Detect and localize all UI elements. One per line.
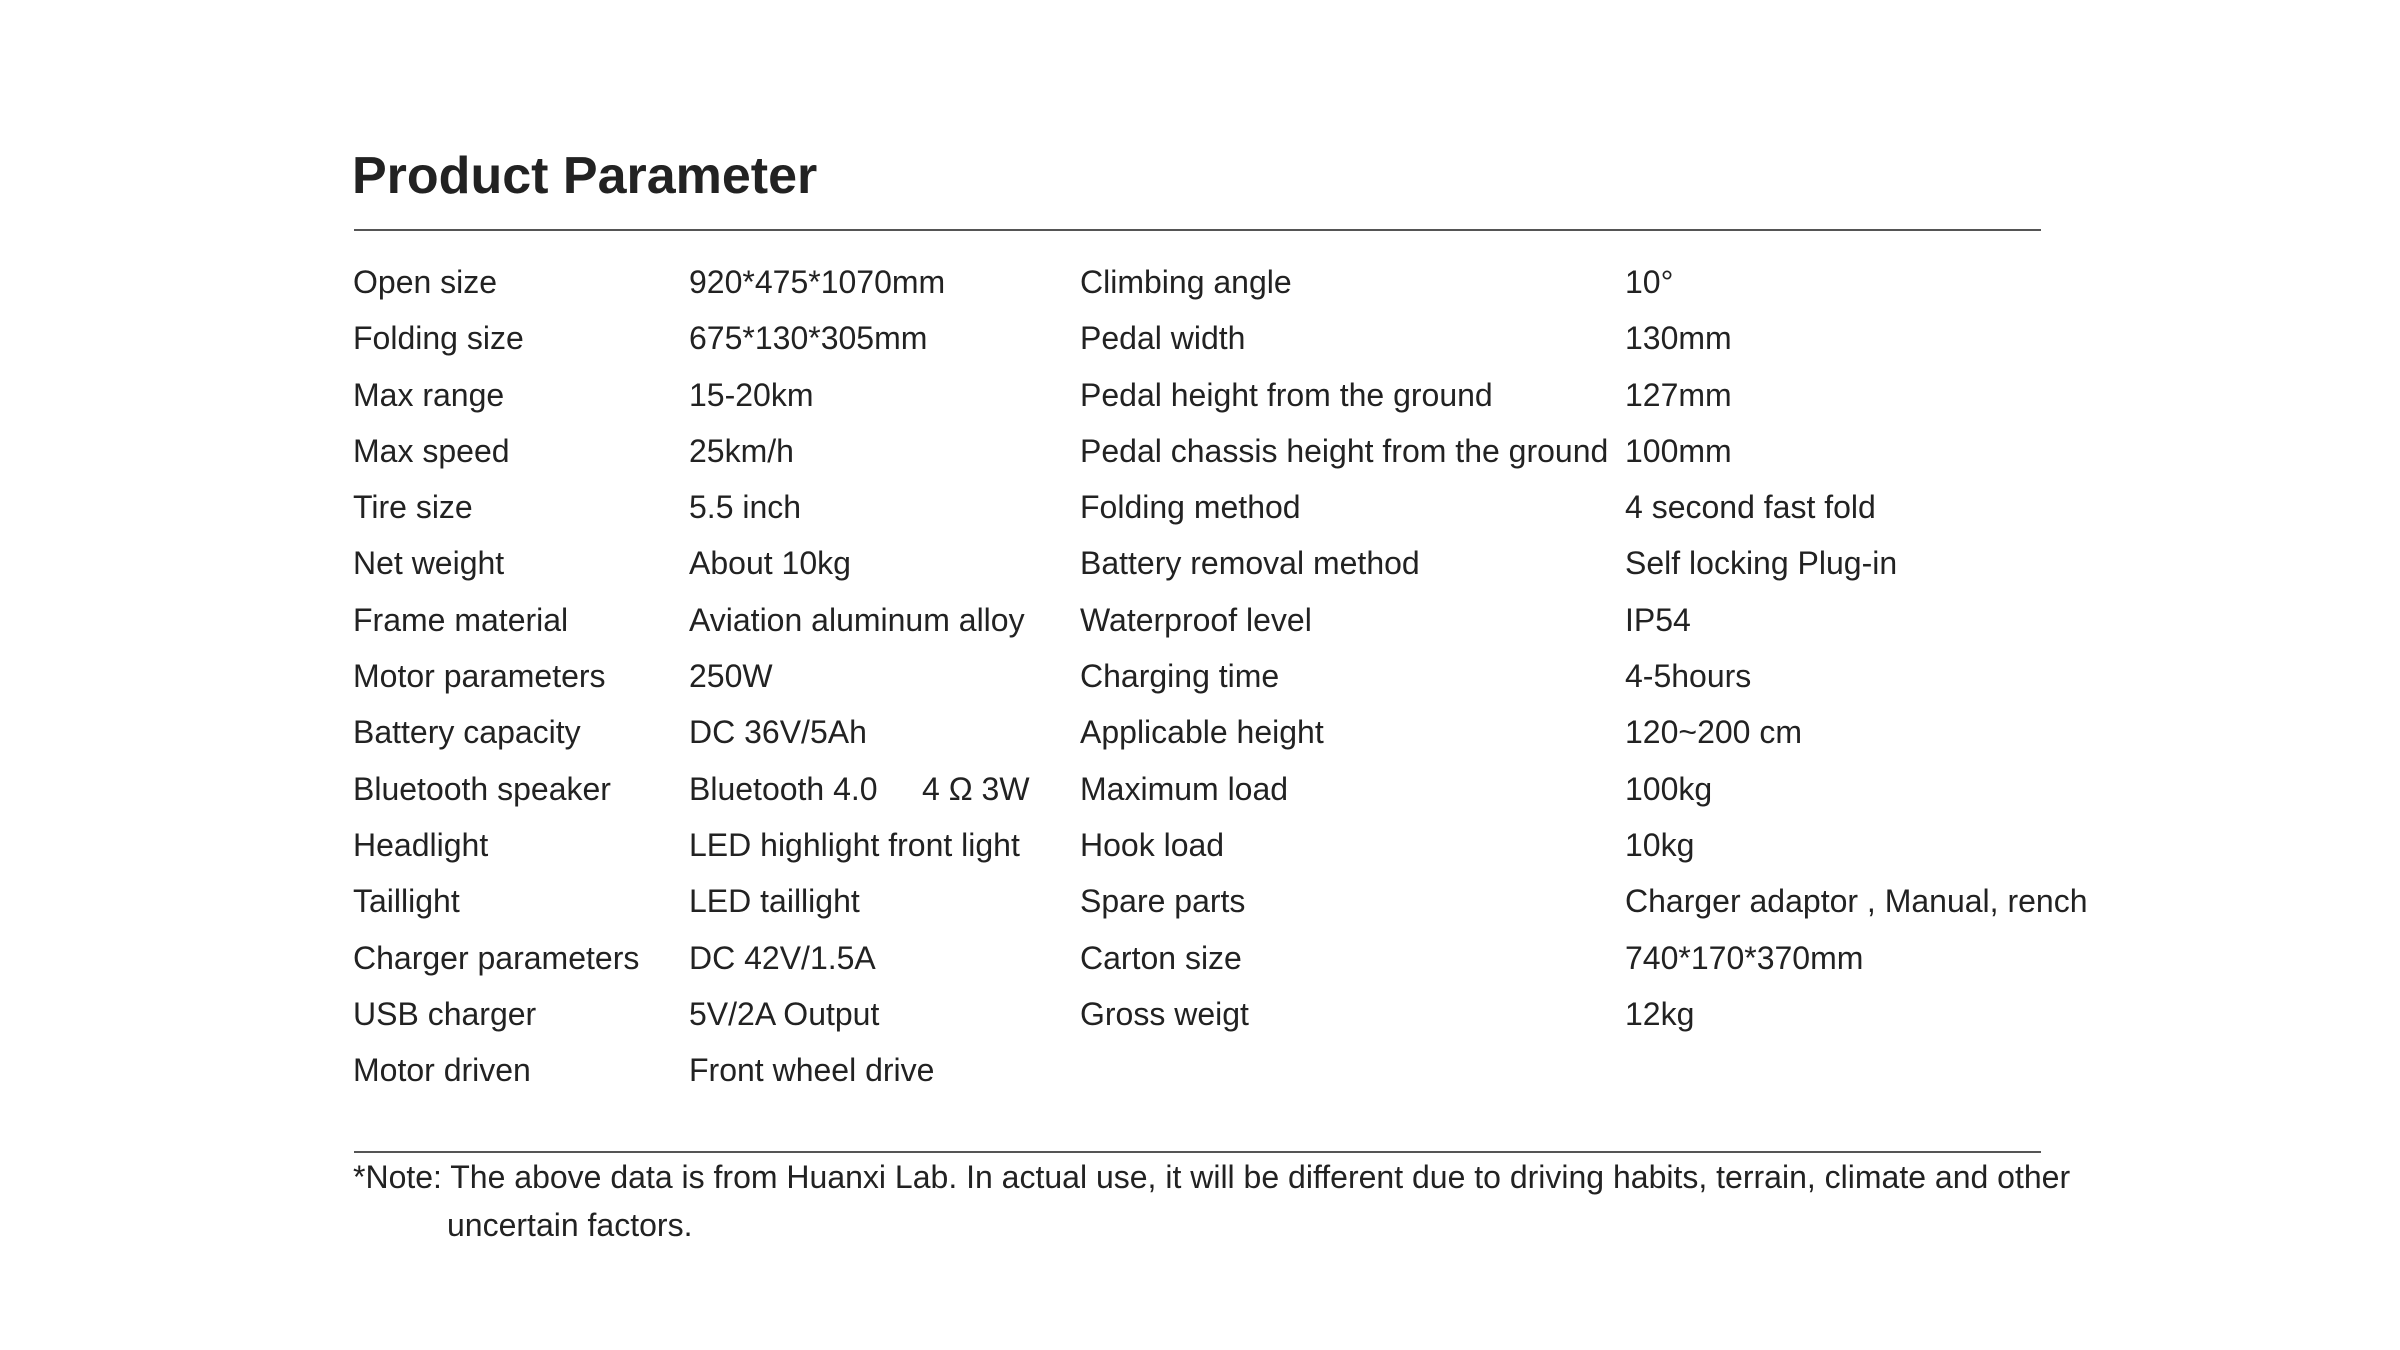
spec-label: Tire size bbox=[353, 489, 473, 526]
spec-label: Headlight bbox=[353, 826, 489, 863]
spec-label: Max speed bbox=[353, 432, 510, 469]
spec-value: 12kg bbox=[1625, 995, 1695, 1032]
spec-value: Charger adaptor , Manual, rench bbox=[1625, 883, 2088, 920]
spec-value: DC 36V/5Ah bbox=[689, 714, 867, 751]
spec-value: Aviation aluminum alloy bbox=[689, 601, 1025, 638]
spec-value: IP54 bbox=[1625, 601, 1691, 638]
right-spec-values bbox=[1625, 254, 2087, 1042]
spec-value: Front wheel drive bbox=[689, 1052, 935, 1089]
spec-label: Charger parameters bbox=[353, 939, 640, 976]
footnote-line-1: *Note: The above data is from Huanxi Lab. In actual use, it will be different due to driving habits, terrain, climate and other bbox=[353, 1159, 2071, 1195]
spec-value: 10° bbox=[1625, 264, 1674, 300]
left-spec-values bbox=[689, 254, 1030, 1098]
spec-value: About 10kg bbox=[689, 545, 851, 582]
spec-label: Frame material bbox=[353, 601, 569, 638]
spec-value: Self locking Plug-in bbox=[1625, 545, 1898, 582]
footnote bbox=[353, 1153, 2071, 1249]
spec-value: 5V/2A Output bbox=[689, 995, 880, 1032]
spec-value: 127mm bbox=[1625, 376, 1732, 413]
spec-value: LED taillight bbox=[689, 883, 860, 920]
spec-value: LED highlight front light bbox=[689, 826, 1020, 863]
spec-value: 100kg bbox=[1625, 770, 1713, 807]
spec-label: Battery capacity bbox=[353, 714, 581, 751]
spec-label: USB charger bbox=[353, 995, 537, 1032]
spec-label: Waterproof level bbox=[1080, 601, 1312, 638]
spec-value: 130mm bbox=[1625, 320, 1732, 357]
spec-label: Hook load bbox=[1080, 826, 1225, 863]
spec-label: Max range bbox=[353, 376, 505, 413]
spec-label: Pedal chassis height from the ground bbox=[1080, 432, 1609, 469]
spec-label: Pedal width bbox=[1080, 320, 1246, 357]
spec-label: Folding size bbox=[353, 320, 524, 357]
spec-label: Charging time bbox=[1080, 658, 1280, 695]
spec-label: Motor parameters bbox=[353, 658, 606, 695]
page-title: Product Parameter bbox=[352, 147, 818, 205]
spec-label: Taillight bbox=[353, 883, 460, 920]
spec-value: 100mm bbox=[1625, 432, 1732, 469]
spec-label: Applicable height bbox=[1080, 714, 1324, 751]
spec-label: Motor driven bbox=[353, 1052, 531, 1089]
spec-value: 5.5 inch bbox=[689, 489, 802, 526]
footnote-line-2: uncertain factors. bbox=[447, 1207, 693, 1243]
spec-value: 4 second fast fold bbox=[1625, 489, 1876, 526]
spec-label: Bluetooth speaker bbox=[353, 770, 611, 807]
spec-label: Pedal height from the ground bbox=[1080, 376, 1493, 413]
spec-value: 250W bbox=[689, 658, 773, 695]
spec-value: 10kg bbox=[1625, 826, 1695, 863]
spec-value: 4-5hours bbox=[1625, 658, 1752, 695]
title-divider bbox=[354, 229, 2041, 231]
spec-label: Climbing angle bbox=[1080, 264, 1292, 300]
spec-label: Spare parts bbox=[1080, 883, 1246, 920]
spec-value: 920*475*1070mm bbox=[689, 264, 946, 300]
spec-label: Maximum load bbox=[1080, 770, 1289, 807]
spec-value: Bluetooth 4.0 4 Ω 3W bbox=[689, 770, 1030, 807]
spec-value: DC 42V/1.5A bbox=[689, 939, 876, 976]
spec-label: Carton size bbox=[1080, 939, 1242, 976]
spec-label: Net weight bbox=[353, 545, 505, 582]
right-spec-labels bbox=[1080, 254, 1608, 1042]
spec-label: Folding method bbox=[1080, 489, 1301, 526]
left-spec-labels bbox=[353, 254, 639, 1098]
spec-label: Open size bbox=[353, 264, 498, 300]
spec-value: 740*170*370mm bbox=[1625, 939, 1864, 976]
spec-value: 120~200 cm bbox=[1625, 714, 1803, 751]
spec-label: Gross weigt bbox=[1080, 995, 1249, 1032]
spec-value: 15-20km bbox=[689, 376, 814, 413]
spec-label: Battery removal method bbox=[1080, 545, 1420, 582]
spec-value: 25km/h bbox=[689, 432, 794, 469]
spec-value: 675*130*305mm bbox=[689, 320, 928, 357]
